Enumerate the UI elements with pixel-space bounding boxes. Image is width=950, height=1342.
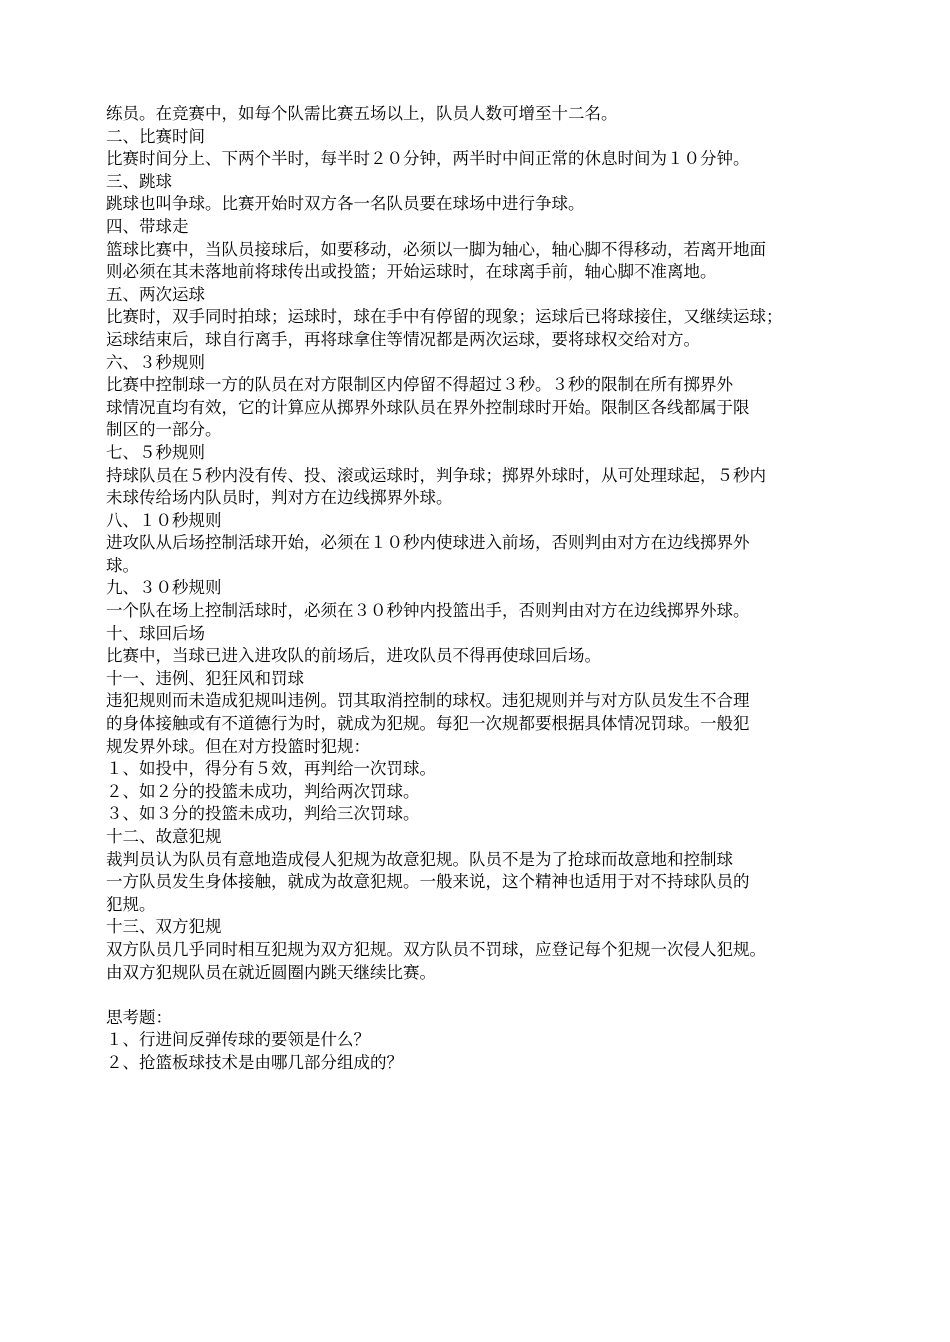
section-heading: 十二、故意犯规 bbox=[106, 827, 222, 846]
questions-title: 思考题： bbox=[106, 1007, 172, 1027]
paragraph-spacer bbox=[106, 984, 866, 1007]
document-page bbox=[106, 103, 866, 1075]
list-item: ２、如２分的投篮未成功，判给两次罚球。 bbox=[106, 781, 420, 801]
section-heading: 三、跳球 bbox=[106, 171, 172, 191]
text-line: 一方队员发生身体接触，就成为故意犯规。一般来说，这个精神也适用于对不持球队员的 bbox=[106, 872, 750, 892]
section-heading: 十、球回后场 bbox=[106, 623, 205, 643]
question-item: １、行进间反弹传球的要领是什么？ bbox=[106, 1030, 370, 1050]
text-line: 违犯规则而未造成犯规叫违例。罚其取消控制的球权。违犯规则并与对方队员发生不合理 bbox=[106, 691, 750, 711]
section-heading: 八、１０秒规则 bbox=[106, 510, 222, 530]
text-line: 由双方犯规队员在就近圆圈内跳天继续比赛。 bbox=[106, 962, 436, 982]
text-line: 一个队在场上控制活球时，必须在３０秒钟内投篮出手，否则判由对方在边线掷界外球。 bbox=[106, 601, 750, 621]
text-line: 跳球也叫争球。比赛开始时双方各一名队员要在球场中进行争球。 bbox=[106, 194, 585, 214]
text-line: 练员。在竞赛中，如每个队需比赛五场以上，队员人数可增至十二名。 bbox=[106, 104, 618, 123]
section-heading: 七、５秒规则 bbox=[106, 442, 205, 462]
section-heading: 十三、双方犯规 bbox=[106, 917, 222, 937]
list-item: １、如投中，得分有５效，再判给一次罚球。 bbox=[106, 759, 436, 779]
text-line: 比赛时间分上、下两个半时，每半时２０分钟，两半时中间正常的休息时间为１０分钟。 bbox=[106, 149, 750, 169]
question-item: ２、抢篮板球技术是由哪几部分组成的？ bbox=[106, 1052, 403, 1072]
text-line: 球。 bbox=[106, 555, 139, 575]
text-line: 球情况直均有效，它的计算应从掷界外球队员在界外控制球时开始。限制区各线都属于限 bbox=[106, 397, 750, 417]
text-line: 运球结束后，球自行离手，再将球拿住等情况都是两次运球，要将球权交给对方。 bbox=[106, 329, 700, 349]
text-line: 则必须在其未落地前将球传出或投篮；开始运球时，在球离手前，轴心脚不准离地。 bbox=[106, 262, 717, 282]
text-line: 的身体接触或有不道德行为时，就成为犯规。每犯一次规都要根据具体情况罚球。一般犯 bbox=[106, 714, 750, 734]
text-line: 进攻队从后场控制活球开始，必须在１０秒内使球进入前场，否则判由对方在边线掷界外 bbox=[106, 533, 750, 553]
text-line: 未球传给场内队员时，判对方在边线掷界外球。 bbox=[106, 488, 453, 508]
list-item: ３、如３分的投篮未成功，判给三次罚球。 bbox=[106, 804, 420, 824]
section-heading: 十一、违例、犯狂风和罚球 bbox=[106, 668, 304, 688]
text-line: 比赛中控制球一方的队员在对方限制区内停留不得超过３秒。３秒的限制在所有掷界外 bbox=[106, 375, 733, 395]
section-heading: 二、比赛时间 bbox=[106, 126, 205, 146]
text-line: 篮球比赛中，当队员接球后，如要移动，必须以一脚为轴心，轴心脚不得移动，若离开地面 bbox=[106, 239, 766, 259]
text-line: 持球队员在５秒内没有传、投、滚或运球时，判争球；掷界外球时，从可处理球起，５秒内 bbox=[106, 465, 766, 485]
questions-section bbox=[106, 1007, 866, 1075]
text-line: 比赛时，双手同时拍球；运球时，球在手中有停留的现象；运球后已将球接住，又继续运球； bbox=[106, 307, 783, 327]
section-heading: 九、３０秒规则 bbox=[106, 578, 222, 598]
text-line: 裁判员认为队员有意地造成侵人犯规为故意犯规。队员不是为了抢球而故意地和控制球 bbox=[106, 849, 733, 869]
section-heading: 四、带球走 bbox=[106, 216, 189, 236]
text-line: 双方队员几乎同时相互犯规为双方犯规。双方队员不罚球，应登记每个犯规一次侵人犯规。 bbox=[106, 939, 766, 959]
section-heading: 五、两次运球 bbox=[106, 284, 205, 304]
text-line: 规发界外球。但在对方投篮时犯规： bbox=[106, 736, 370, 756]
rules-section bbox=[106, 103, 866, 984]
text-line: 制区的一部分。 bbox=[106, 420, 222, 440]
section-heading: 六、３秒规则 bbox=[106, 352, 205, 372]
text-line: 犯规。 bbox=[106, 894, 156, 914]
text-line: 比赛中，当球已进入进攻队的前场后，进攻队员不得再使球回后场。 bbox=[106, 646, 601, 666]
